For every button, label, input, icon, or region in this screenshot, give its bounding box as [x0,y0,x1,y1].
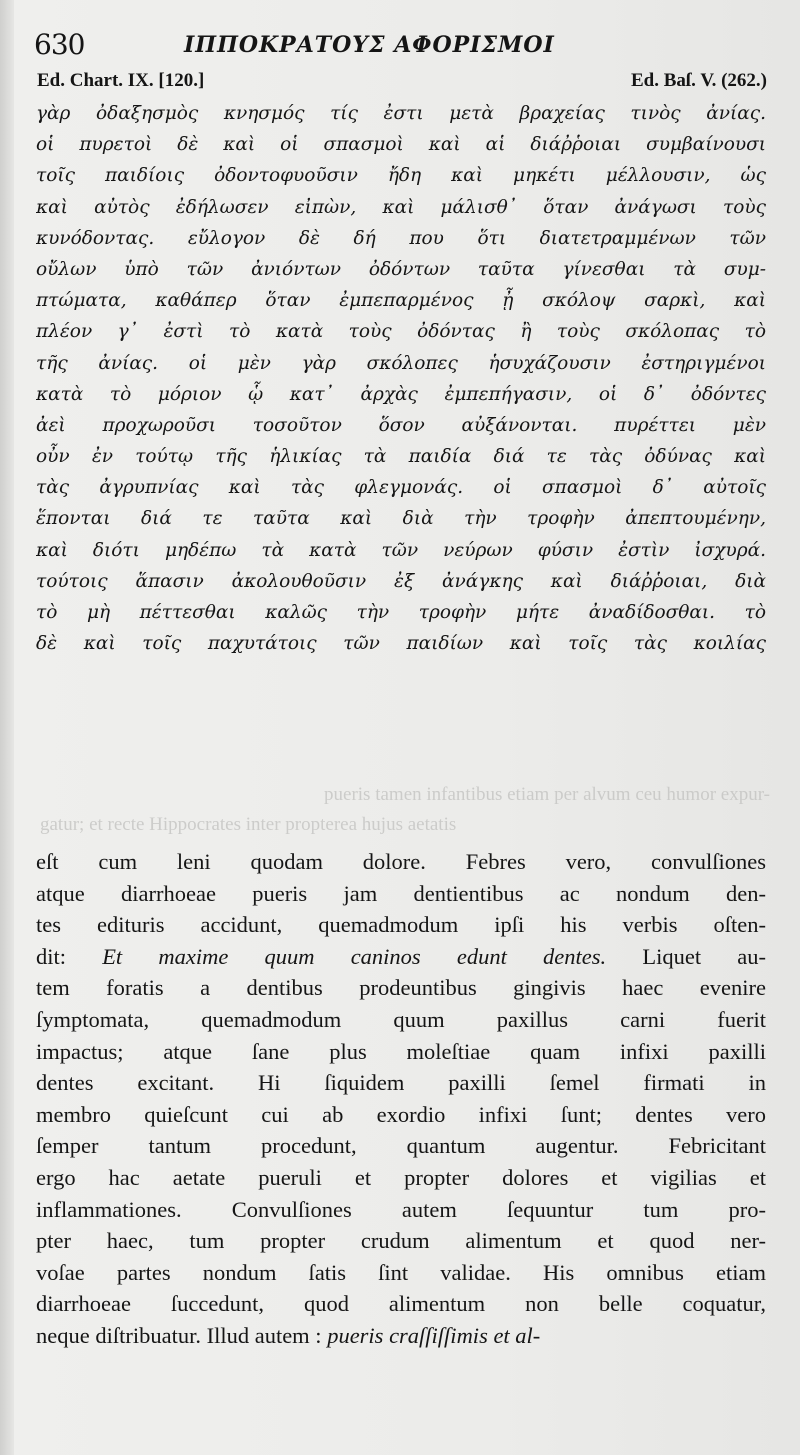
greek-line: καὶ αὐτὸς ἐδήλωσεν εἰπὼν, καὶ μάλισθ᾽ ὅταν ἀνάγωσι τοὺς [36,196,766,218]
greek-line: ἀεὶ προχωροῦσι τοσοῦτον ὅσον αὐξάνονται. πυρέττει μὲν [36,414,766,436]
greek-line: τοῖς παιδίοις ὀδοντοφυοῦσιν ἤδη καὶ μηκέτι μέλλουσιν, ὡς [36,165,766,187]
greek-line: τὰς ἀγρυπνίας καὶ τὰς φλεγμονάς. οἱ σπασμοὶ δ᾽ αὐτοῖς [36,477,766,499]
latin-text: Liquet au- [606,943,766,969]
latin-line: atque diarrhoeae pueris jam dentientibus ac nondum den- [36,880,766,906]
latin-text: dit: [36,943,103,969]
latin-line: membro quieſcunt cui ab exordio infixi ſunt; dentes vero [36,1101,766,1127]
latin-line: eſt cum leni quodam dolore. Febres vero, convulſiones [36,849,766,874]
greek-line: πτώματα, καθάπερ ὅταν ἐμπεπαρμένος ᾖ σκόλοψ σαρκὶ, καὶ [36,290,766,312]
page-number: 630 [34,28,85,61]
greek-line: πλέον γ᾽ ἐστὶ τὸ κατὰ τοὺς ὀδόντας ἢ τοὺς σκόλοπας τὸ [36,321,766,343]
greek-line: τῆς ἀνίας. οἱ μὲν γὰρ σκόλοπες ἡσυχάζουσιν ἐστηριγμένοι [36,352,766,374]
running-title: ΙΠΠΟΚΡΑΤΟΥΣ ΑΦΟΡΙΣΜΟΙ [184,32,555,58]
page-gutter-shadow [0,0,14,1455]
bleed-through-text [40,780,770,840]
page-header [34,28,774,66]
bleed-through-line: pueris tamen infantibus etiam per alvum ceu humor expur- [324,784,770,805]
latin-line: ergo hac aetate pueruli et propter dolores et vigilias et [36,1164,766,1190]
latin-line: tem foratis a dentibus prodeuntibus gingivis haec evenire [36,975,766,1001]
latin-line: ſymptomata, quemadmodum quum paxillus carni fuerit [36,1006,766,1032]
greek-line: κατὰ τὸ μόριον ᾧ κατ᾽ ἀρχὰς ἐμπεπήγασιν, οἱ δ᾽ ὀδόντες [36,383,766,405]
edition-basel-ref: Ed. Baſ. V. (262.) [630,70,767,91]
lemma-quotation: pueris craſſiſſimis et al- [327,1322,541,1348]
latin-line: diarrhoeae ſuccedunt, quod alimentum non belle coquatur, [36,1291,766,1317]
greek-line: τὸ μὴ πέττεσθαι καλῶς τὴν τροφὴν μήτε ἀναδίδοσθαι. τὸ [36,602,766,623]
lemma-quotation: Et maxime quum caninos edunt dentes. [102,943,607,969]
greek-line: τούτοις ἅπασιν ἀκολουθοῦσιν ἐξ ἀνάγκης καὶ διάῤῥοιαι, διὰ [36,570,766,592]
latin-text: neque diſtribuatur. Illud autem : [36,1322,328,1348]
greek-text-block [36,98,766,659]
latin-line: voſae partes nondum ſatis ſint validae. His omnibus etiam [36,1259,766,1285]
greek-line: καὶ διότι μηδέπω τὰ κατὰ τῶν νεύρων φύσιν ἐστὶν ἰσχυρά. [36,539,766,561]
greek-line: γὰρ ὀδαξησμὸς κνησμός τίς ἐστι μετὰ βραχείας τινὸς ἀνίας. [36,103,766,124]
latin-text-block [36,846,766,1352]
greek-line: δὲ καὶ τοῖς παχυτάτοις τῶν παιδίων καὶ τοῖς τὰς κοιλίας [36,633,766,655]
edition-chartier-ref: Ed. Chart. IX. [120.] [37,70,205,91]
latin-line [36,941,766,973]
latin-line: impactus; atque ſane plus moleſtiae quam infixi paxilli [36,1038,766,1064]
greek-line: οὖν ἐν τούτῳ τῆς ἡλικίας τὰ παιδία διά τε τὰς ὀδύνας καὶ [36,446,766,468]
greek-line: οἱ πυρετοὶ δὲ καὶ οἱ σπασμοὶ καὶ αἱ διάῤῥοιαι συμβαίνουσι [36,134,766,156]
latin-line: pter haec, tum propter crudum alimentum et quod ner- [36,1228,766,1254]
latin-line: dentes excitant. Hi ſiquidem paxilli ſemel firmati in [36,1070,766,1096]
edition-references [37,70,767,96]
latin-line: inflammationes. Convulſiones autem ſequuntur tum pro- [36,1196,766,1222]
bleed-through-line: gatur; et recte Hippocrates inter propterea hujus aetatis [40,814,457,835]
latin-line: tes edituris accidunt, quemadmodum ipſi his verbis oſten- [36,912,766,938]
greek-line: ἕπονται διά τε ταῦτα καὶ διὰ τὴν τροφὴν ἀπεπτουμένην, [36,508,766,530]
latin-line: ſemper tantum procedunt, quantum augentur. Febricitant [36,1133,766,1159]
latin-line [36,1320,766,1352]
greek-line: οὔλων ὑπὸ τῶν ἀνιόντων ὀδόντων ταῦτα γίνεσθαι τὰ συμ- [36,258,766,280]
greek-line: κυνόδοντας. εὔλογον δὲ δή που ὅτι διατετραμμένων τῶν [36,227,766,249]
